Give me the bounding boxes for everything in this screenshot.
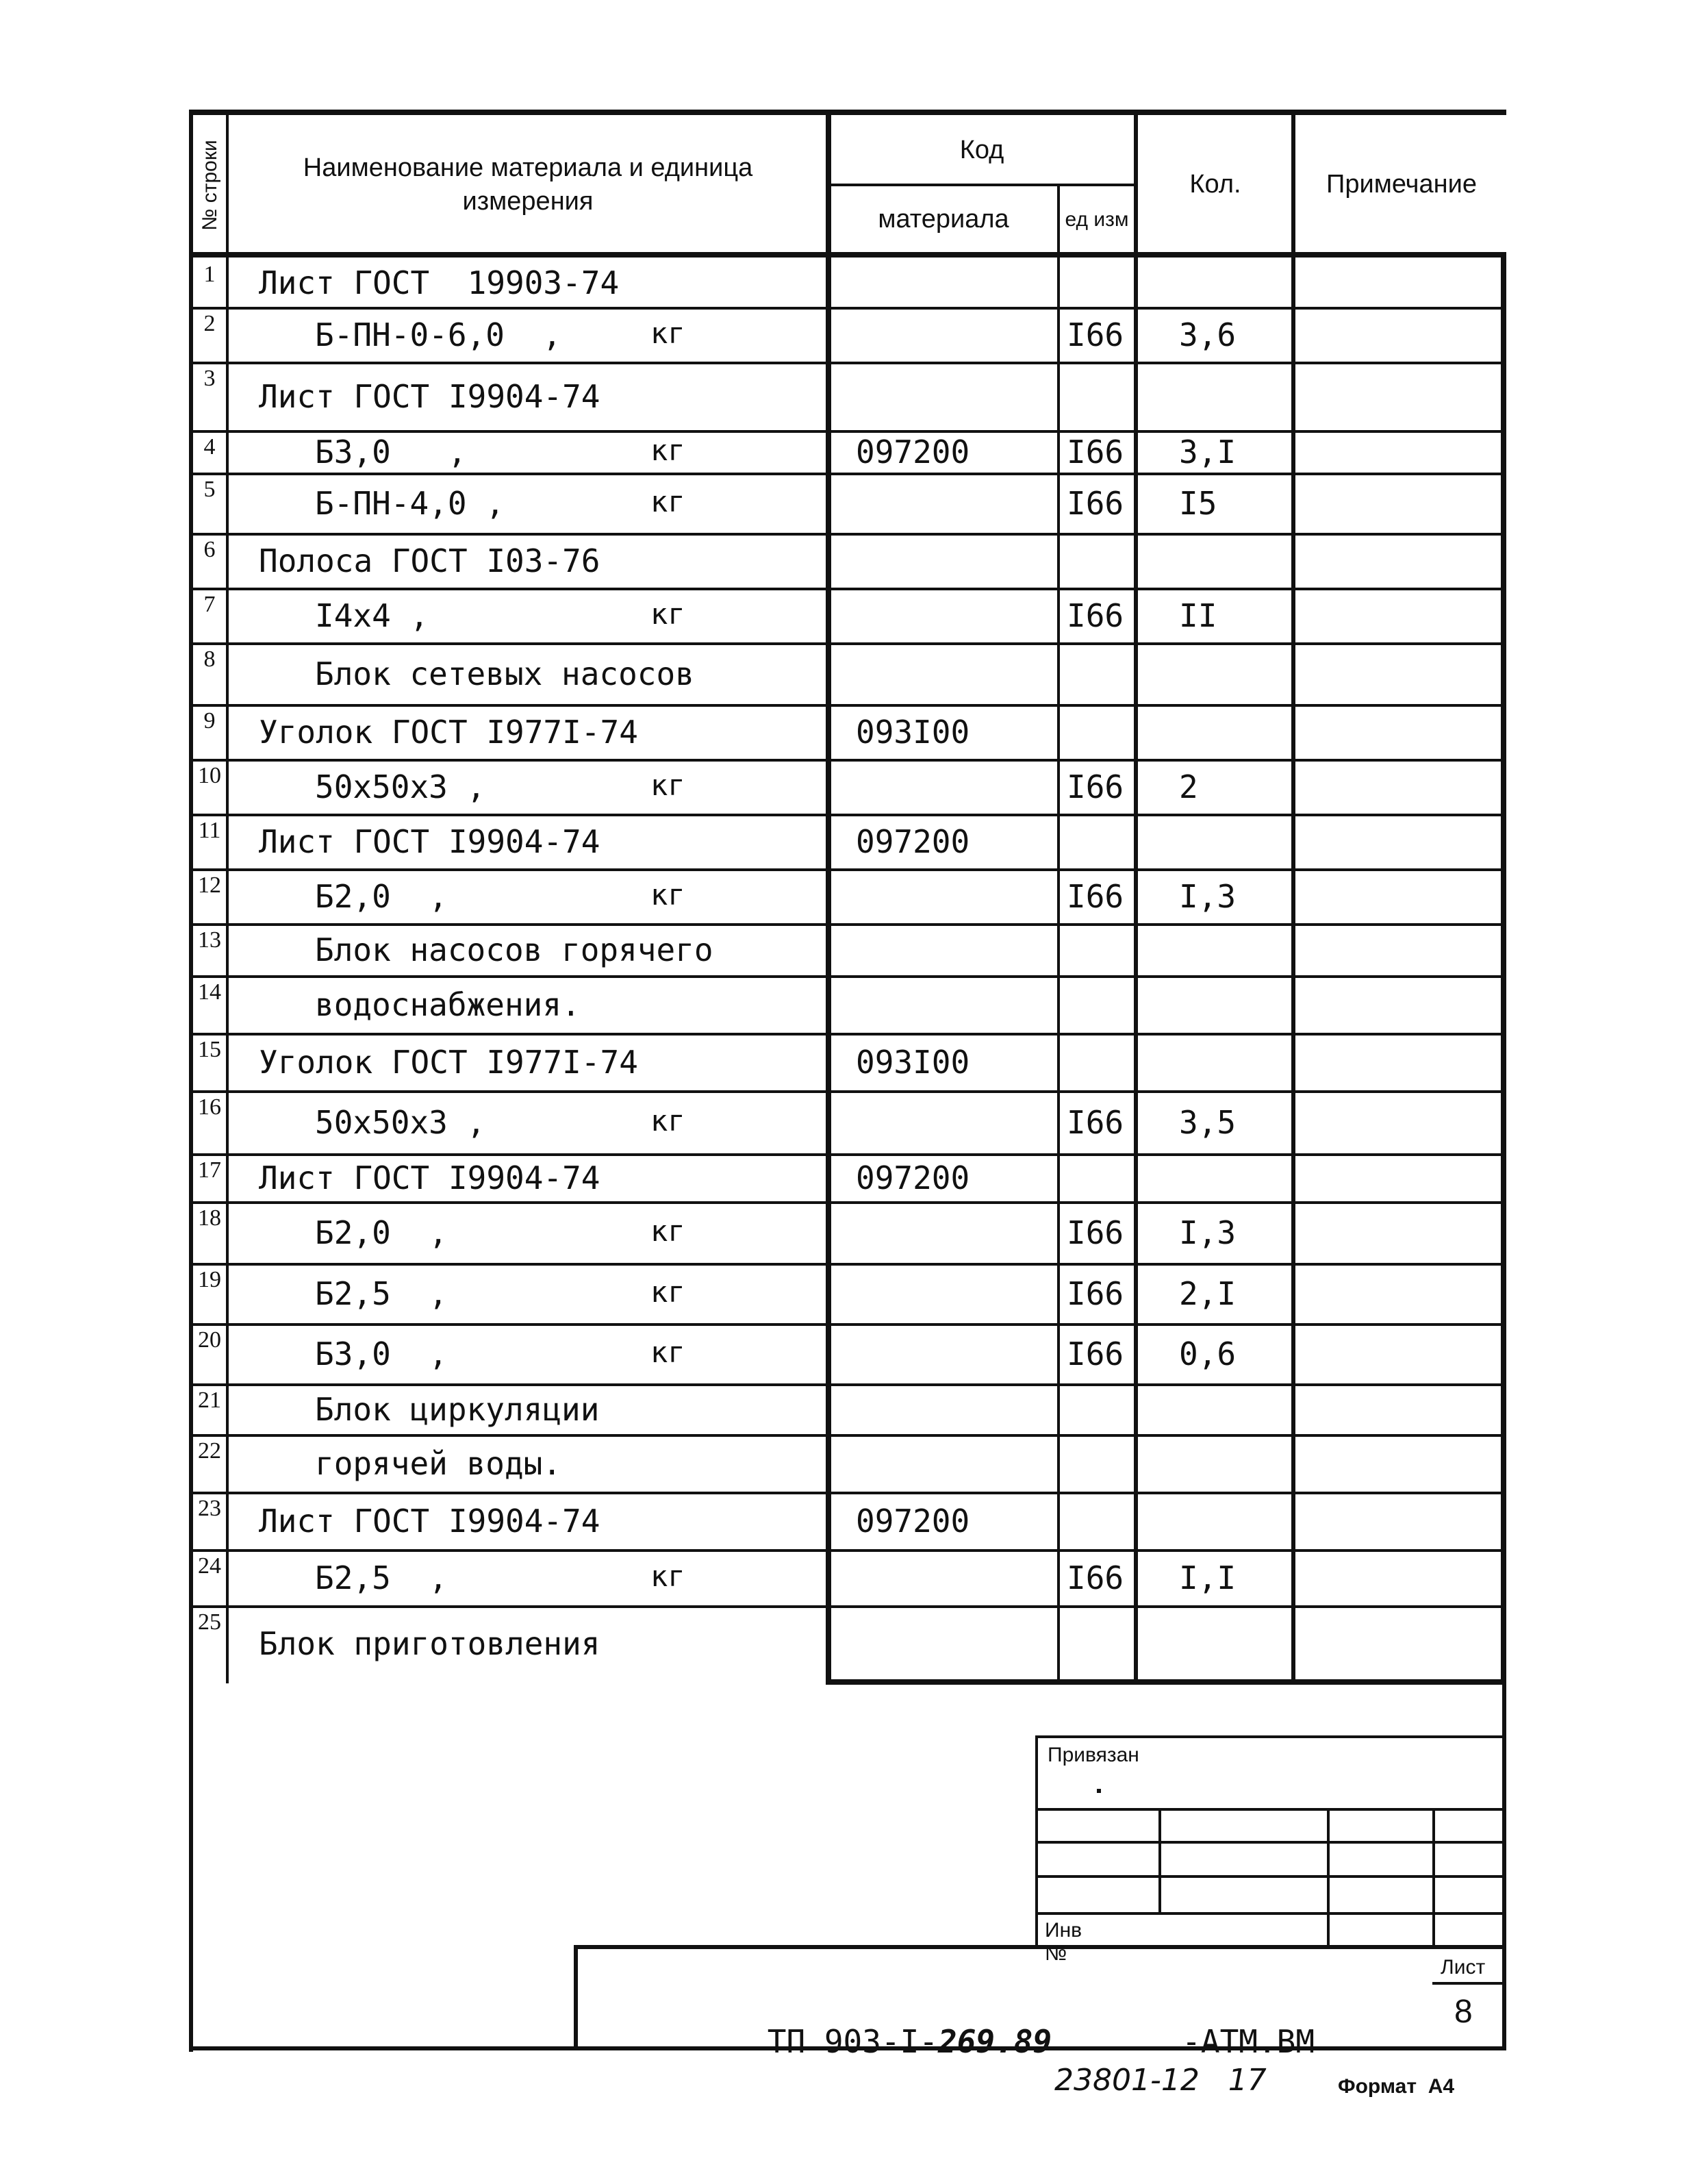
material-name: Блок сетевых насосов — [315, 655, 694, 692]
row-divider — [189, 362, 1506, 364]
unit-code: I66 — [1067, 434, 1124, 470]
unit-label: кг — [650, 878, 685, 912]
format-label: Формат А4 — [1338, 2075, 1455, 2098]
unit-label: кг — [650, 1335, 685, 1369]
unit-code: I66 — [1067, 768, 1124, 805]
row-divider — [189, 868, 1506, 871]
material-code: 097200 — [856, 434, 970, 470]
row-number: 4 — [203, 434, 216, 460]
row-number: 15 — [198, 1037, 221, 1062]
row-divider — [189, 1549, 1506, 1552]
unit-label: кг — [650, 434, 685, 467]
row-divider — [189, 923, 1506, 926]
unit-code: I66 — [1067, 1104, 1124, 1141]
quantity: I,I — [1179, 1559, 1237, 1596]
row-divider — [189, 704, 1506, 707]
material-name: Блок насосов горячего — [315, 931, 713, 968]
row-number: 14 — [198, 979, 221, 1005]
material-name: Блок циркуляции — [315, 1391, 600, 1428]
unit-label: кг — [650, 485, 685, 518]
row-number: 22 — [198, 1438, 221, 1464]
row-divider — [189, 642, 1506, 645]
material-code: 097200 — [856, 1503, 970, 1540]
header-code-material-label: материала — [878, 205, 1009, 234]
quantity: I5 — [1179, 485, 1217, 522]
unit-code: I66 — [1067, 316, 1124, 353]
row-divider — [189, 1153, 1506, 1156]
row-number: 24 — [198, 1553, 221, 1579]
material-name: Лист ГОСТ I9904-74 — [259, 378, 600, 415]
quantity: I,3 — [1179, 1214, 1237, 1251]
material-code: 093I00 — [856, 1044, 970, 1081]
doc-suffix: -АТМ.ВМ — [1182, 2023, 1315, 2060]
row-number: 16 — [198, 1094, 221, 1120]
row-divider — [189, 1434, 1506, 1437]
unit-label: кг — [650, 1214, 685, 1248]
row-divider — [189, 533, 1506, 536]
material-name: Блок приготовления — [259, 1625, 600, 1662]
material-code: 093I00 — [856, 714, 970, 751]
row-divider — [189, 1605, 1506, 1608]
material-name: Уголок ГОСТ I977I-74 — [259, 1044, 638, 1081]
row-divider — [189, 430, 1506, 433]
unit-code: I66 — [1067, 1275, 1124, 1312]
unit-code: I66 — [1067, 1559, 1124, 1596]
bound-label: Привязан — [1048, 1744, 1139, 1766]
sheet-label: Лист — [1441, 1956, 1486, 1979]
material-name: водоснабжения. — [315, 986, 581, 1023]
unit-label: кг — [650, 1559, 685, 1593]
unit-label: кг — [650, 1104, 685, 1138]
row-number: 13 — [198, 927, 221, 953]
row-divider — [189, 1323, 1506, 1326]
header-row-no — [193, 116, 226, 253]
row-divider — [189, 473, 1506, 475]
material-code: 097200 — [856, 823, 970, 860]
row-divider — [189, 759, 1506, 762]
quantity: 2 — [1179, 768, 1198, 805]
header-row-no-label: № строки — [198, 139, 221, 231]
header-note-label: Примечание — [1326, 170, 1477, 199]
unit-label: кг — [650, 768, 685, 802]
row-divider — [189, 1492, 1506, 1494]
row-divider — [189, 1263, 1506, 1266]
header-code-unit-label: ед изм — [1065, 208, 1129, 231]
material-name: 50x50x3 , — [315, 768, 486, 805]
material-name: Лист ГОСТ 19903-74 — [259, 264, 620, 301]
unit-label: кг — [650, 597, 685, 631]
material-code: 097200 — [856, 1159, 970, 1196]
header-code — [830, 116, 1134, 185]
doc-prefix: ТП 903-I- — [767, 2023, 939, 2060]
row-number: 5 — [203, 477, 216, 502]
unit-label: кг — [650, 1275, 685, 1309]
unit-code: I66 — [1067, 597, 1124, 634]
row-number: 8 — [203, 647, 216, 672]
header-note — [1297, 116, 1506, 253]
row-number: 10 — [198, 763, 221, 788]
bottom-code: 23801-12 17 — [1054, 2063, 1267, 2098]
header-name — [230, 116, 826, 253]
row-number: 2 — [203, 311, 216, 336]
row-number: 7 — [203, 592, 216, 617]
material-name: Лист ГОСТ I9904-74 — [259, 1159, 600, 1196]
quantity: 3,I — [1179, 434, 1237, 470]
row-number: 3 — [203, 366, 216, 391]
row-divider — [189, 307, 1506, 310]
material-name: Б2,5 , — [315, 1559, 448, 1596]
unit-code: I66 — [1067, 878, 1124, 915]
unit-code: I66 — [1067, 1335, 1124, 1372]
row-divider — [189, 1201, 1506, 1204]
unit-label: кг — [650, 316, 685, 350]
row-divider — [189, 1383, 1506, 1386]
quantity: 2,I — [1179, 1275, 1237, 1312]
quantity: II — [1179, 597, 1217, 634]
header-qty — [1139, 116, 1291, 253]
row-divider — [189, 1090, 1506, 1093]
quantity: I,3 — [1179, 878, 1237, 915]
row-number: 9 — [203, 708, 216, 733]
row-number: 18 — [198, 1205, 221, 1231]
quantity: 3,6 — [1179, 316, 1237, 353]
row-number: 19 — [198, 1267, 221, 1292]
row-number: 20 — [198, 1327, 221, 1353]
material-name: Б2,5 , — [315, 1275, 448, 1312]
material-name: Б2,0 , — [315, 1214, 448, 1251]
material-name: Б-ПН-4,0 , — [315, 485, 505, 522]
material-name: I4x4 , — [315, 597, 429, 634]
header-name-label: Наименование материала и единица измерения — [303, 153, 753, 216]
header-code-unit — [1060, 186, 1134, 253]
row-divider — [189, 588, 1506, 590]
row-number: 23 — [198, 1496, 221, 1521]
material-name: горячей воды. — [315, 1445, 562, 1482]
row-divider — [189, 814, 1506, 816]
bound-mark — [1097, 1789, 1101, 1793]
inv-label: Инв № — [1045, 1919, 1082, 1965]
material-name: Уголок ГОСТ I977I-74 — [259, 714, 638, 751]
material-name: Б-ПН-0-6,0 , — [315, 316, 562, 353]
material-name: Полоса ГОСТ I03-76 — [259, 542, 600, 579]
unit-code: I66 — [1067, 485, 1124, 522]
material-name: Лист ГОСТ I9904-74 — [259, 823, 600, 860]
row-number: 21 — [198, 1388, 221, 1413]
material-name: Б3,0 , — [315, 434, 467, 470]
row-divider — [189, 1033, 1506, 1035]
quantity: 0,6 — [1179, 1335, 1237, 1372]
header-qty-label: Кол. — [1189, 170, 1241, 199]
unit-code: I66 — [1067, 1214, 1124, 1251]
row-number: 17 — [198, 1157, 221, 1183]
row-number: 1 — [203, 262, 216, 287]
row-number: 11 — [198, 818, 221, 843]
row-divider — [189, 975, 1506, 978]
material-name: 50x50x3 , — [315, 1104, 486, 1141]
material-name: Б2,0 , — [315, 878, 448, 915]
material-name: Лист ГОСТ I9904-74 — [259, 1503, 600, 1540]
row-number: 6 — [203, 537, 216, 562]
doc-hand: 269.89 — [938, 2023, 1052, 2060]
sheet-number: 8 — [1454, 1994, 1473, 2030]
material-name: Б3,0 , — [315, 1335, 448, 1372]
quantity: 3,5 — [1179, 1104, 1237, 1141]
header-code-material — [830, 186, 1057, 253]
row-number: 12 — [198, 873, 221, 898]
header-code-label: Код — [959, 136, 1004, 165]
row-number: 25 — [198, 1609, 221, 1635]
